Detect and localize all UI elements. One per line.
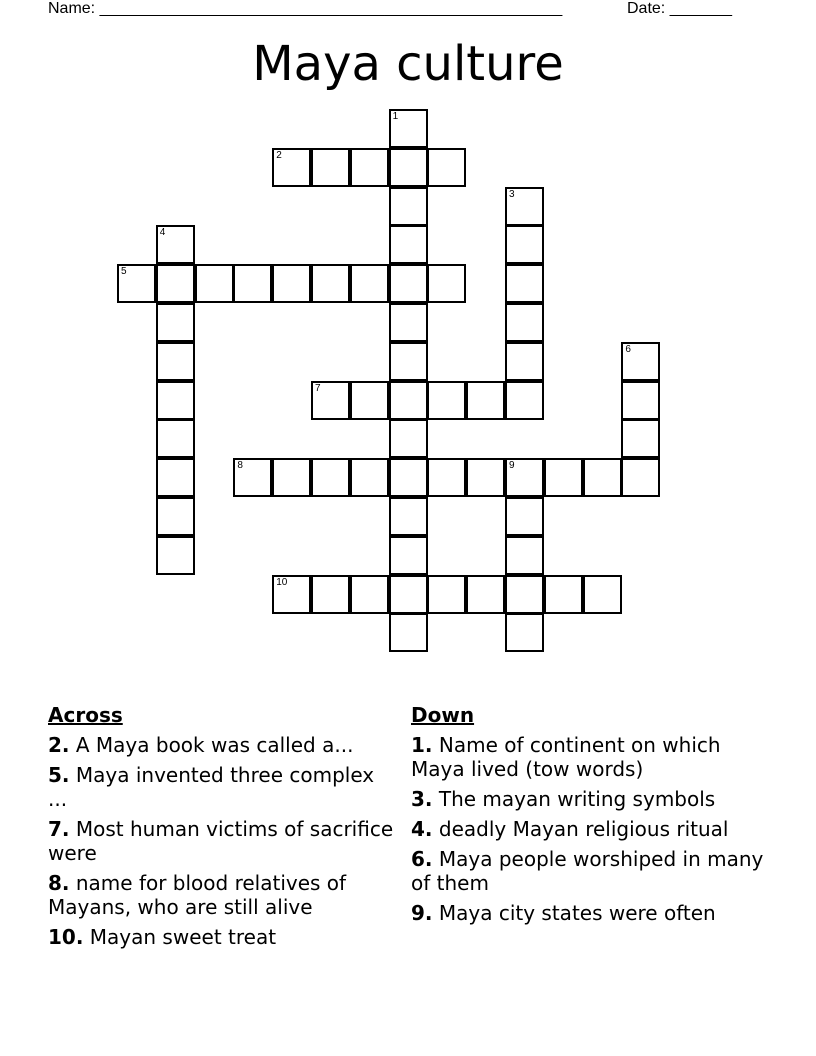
crossword-cell[interactable] — [621, 419, 660, 458]
across-heading: Across — [48, 703, 123, 727]
crossword-cell[interactable] — [389, 575, 428, 614]
crossword-cell[interactable] — [156, 342, 195, 381]
clue-number: 9. — [411, 901, 433, 925]
across-clue — [48, 733, 398, 757]
down-clue — [411, 787, 771, 811]
crossword-cell[interactable] — [389, 497, 428, 536]
crossword-cell[interactable] — [466, 458, 505, 497]
date-field-line: Date: _______ — [627, 0, 732, 17]
across-clue — [48, 817, 398, 865]
crossword-cell[interactable] — [583, 575, 622, 614]
crossword-cell[interactable] — [505, 575, 544, 614]
crossword-cell[interactable] — [156, 536, 195, 575]
crossword-cell[interactable] — [389, 419, 428, 458]
clue-text: deadly Mayan religious ritual — [438, 817, 729, 841]
crossword-cell[interactable] — [427, 264, 466, 303]
clue-text: Most human victims of sacrifice were — [48, 817, 394, 865]
crossword-cell[interactable] — [272, 148, 311, 187]
clue-text: The mayan writing symbols — [438, 787, 716, 811]
crossword-cell[interactable] — [427, 458, 466, 497]
crossword-cell[interactable] — [272, 264, 311, 303]
across-clue — [48, 871, 398, 919]
crossword-cell[interactable] — [427, 381, 466, 420]
down-heading: Down — [411, 703, 475, 727]
crossword-cell[interactable] — [389, 109, 428, 148]
cell-number: 8 — [237, 460, 243, 472]
crossword-cell[interactable] — [156, 225, 195, 264]
crossword-cell[interactable] — [156, 381, 195, 420]
crossword-cell[interactable] — [311, 381, 350, 420]
crossword-cell[interactable] — [350, 148, 389, 187]
crossword-cell[interactable] — [389, 264, 428, 303]
crossword-cell[interactable] — [389, 613, 428, 652]
cell-number: 9 — [509, 460, 515, 472]
crossword-cell[interactable] — [505, 536, 544, 575]
cell-number: 3 — [509, 188, 515, 200]
crossword-cell[interactable] — [350, 381, 389, 420]
crossword-cell[interactable] — [233, 264, 272, 303]
crossword-cell[interactable] — [389, 536, 428, 575]
crossword-cell[interactable] — [389, 381, 428, 420]
clue-text: Maya city states were often — [438, 901, 716, 925]
across-clue — [48, 763, 398, 811]
clue-text: Maya people worshiped in many of them — [411, 847, 764, 895]
cell-number: 4 — [159, 227, 166, 239]
crossword-cell[interactable] — [156, 458, 195, 497]
cell-number: 5 — [121, 266, 127, 278]
crossword-cell[interactable] — [505, 187, 544, 226]
crossword-cell[interactable] — [350, 458, 389, 497]
down-clues — [411, 703, 771, 931]
name-field-line: Name: ____________________________________________________ — [48, 0, 563, 17]
crossword-cell[interactable] — [272, 575, 311, 614]
clue-number: 5. — [48, 763, 70, 787]
crossword-cell[interactable] — [117, 264, 156, 303]
crossword-cell[interactable] — [233, 458, 272, 497]
crossword-cell[interactable] — [350, 575, 389, 614]
clue-number: 1. — [411, 733, 433, 757]
down-clue — [411, 817, 771, 841]
crossword-cell[interactable] — [389, 342, 428, 381]
crossword-cell[interactable] — [195, 264, 234, 303]
crossword-cell[interactable] — [621, 458, 660, 497]
clue-text: Mayan sweet treat — [89, 925, 277, 949]
crossword-cell[interactable] — [544, 458, 583, 497]
down-clue — [411, 733, 771, 781]
crossword-cell[interactable] — [621, 381, 660, 420]
crossword-cell[interactable] — [544, 575, 583, 614]
crossword-cell[interactable] — [311, 458, 350, 497]
page-title: Maya culture — [252, 36, 564, 92]
clue-number: 3. — [411, 787, 433, 811]
crossword-cell[interactable] — [389, 303, 428, 342]
clue-number: 2. — [48, 733, 70, 757]
down-clue — [411, 901, 771, 925]
clue-number: 6. — [411, 847, 433, 871]
crossword-cell[interactable] — [505, 497, 544, 536]
clue-number: 8. — [48, 871, 70, 895]
crossword-cell[interactable] — [505, 381, 544, 420]
down-clue — [411, 847, 771, 895]
crossword-cell[interactable] — [621, 342, 660, 381]
crossword-cell[interactable] — [272, 458, 311, 497]
cell-number: 10 — [276, 576, 288, 588]
cell-number: 6 — [625, 343, 631, 355]
clue-number: 4. — [411, 817, 433, 841]
crossword-cell[interactable] — [466, 575, 505, 614]
crossword-cell[interactable] — [389, 148, 428, 187]
crossword-cell[interactable] — [311, 148, 350, 187]
across-clue — [48, 925, 398, 949]
crossword-cell[interactable] — [156, 419, 195, 458]
crossword-cell[interactable] — [156, 303, 195, 342]
crossword-cell[interactable] — [466, 381, 505, 420]
crossword-cell[interactable] — [505, 225, 544, 264]
crossword-cell[interactable] — [156, 264, 195, 303]
crossword-cell[interactable] — [389, 458, 428, 497]
clue-number: 7. — [48, 817, 70, 841]
crossword-cell[interactable] — [350, 264, 389, 303]
crossword-cell[interactable] — [505, 613, 544, 652]
cell-number: 2 — [276, 149, 282, 161]
crossword-cell[interactable] — [427, 148, 466, 187]
crossword-cell[interactable] — [389, 225, 428, 264]
crossword-cell[interactable] — [583, 458, 622, 497]
clue-text: Maya invented three complex ... — [48, 763, 375, 811]
clue-text: name for blood relatives of Mayans, who are still alive — [48, 871, 347, 919]
crossword-cell[interactable] — [505, 342, 544, 381]
cell-number: 1 — [392, 111, 399, 122]
crossword-cell[interactable] — [156, 497, 195, 536]
crossword-cell[interactable] — [389, 187, 428, 226]
across-clues — [48, 703, 398, 955]
crossword-cell[interactable] — [311, 264, 350, 303]
crossword-cell[interactable] — [505, 303, 544, 342]
cell-number: 7 — [315, 382, 321, 394]
clue-text: A Maya book was called a... — [75, 733, 354, 757]
crossword-cell[interactable] — [505, 458, 544, 497]
crossword-cell[interactable] — [311, 575, 350, 614]
clue-text: Name of continent on which Maya lived (tow words) — [411, 733, 721, 781]
clue-number: 10. — [48, 925, 84, 949]
crossword-cell[interactable] — [505, 264, 544, 303]
crossword-cell[interactable] — [427, 575, 466, 614]
